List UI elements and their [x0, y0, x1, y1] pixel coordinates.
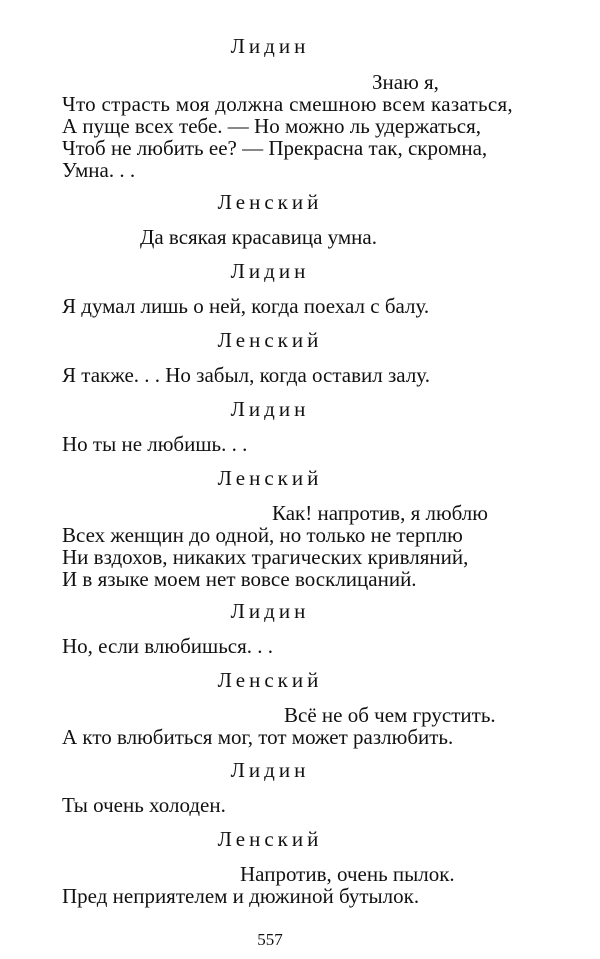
- verse-line: И в языке моем нет вовсе восклицаний.: [62, 567, 417, 591]
- verse-line: Я также. . . Но забыл, когда оставил залу.: [62, 363, 430, 387]
- verse-line: А пуще всех тебе. — Но можно ль удержаться,: [62, 114, 481, 138]
- verse-line: Знаю я,: [372, 70, 439, 94]
- verse-line: Пред неприятелем и дюжиной бутылок.: [62, 884, 420, 908]
- verse-line: Всех женщин до одной, но только не терплю: [62, 523, 463, 547]
- verse-line: А кто влюбиться мог, тот может разлюбить.: [62, 725, 454, 749]
- speaker-name: Лидин: [230, 397, 310, 421]
- verse-line: Но ты не любишь. . .: [62, 432, 248, 456]
- verse-line: Умна. . .: [62, 158, 136, 182]
- verse-line: Но, если влюбишься. . .: [62, 634, 274, 658]
- speaker-name: Ленский: [217, 328, 323, 352]
- speaker-name: Ленский: [217, 827, 323, 851]
- verse-line: Как! напротив, я люблю: [272, 501, 488, 525]
- verse-line: Всё не об чем грустить.: [284, 703, 496, 727]
- verse-line: Ни вздохов, никаких трагических кривляний,: [62, 545, 469, 569]
- verse-line: Чтоб не любить ее? — Прекрасна так, скромна,: [62, 136, 488, 160]
- speaker-name: Лидин: [230, 599, 310, 623]
- verse-line: Ты очень холоден.: [62, 793, 226, 817]
- verse-line: Да всякая красавица умна.: [140, 225, 377, 249]
- speaker-name: Лидин: [230, 259, 310, 283]
- verse-line: Я думал лишь о ней, когда поехал с балу.: [62, 294, 430, 318]
- verse-line: Что страсть моя должна смешною всем казаться,: [62, 92, 513, 116]
- speaker-name: Лидин: [230, 758, 310, 782]
- verse-line: Напротив, очень пылок.: [240, 862, 455, 886]
- speaker-name: Ленский: [217, 668, 323, 692]
- speaker-name: Лидин: [230, 34, 310, 58]
- speaker-name: Ленский: [217, 466, 323, 490]
- page-number: 557: [257, 930, 283, 949]
- speaker-name: Ленский: [217, 190, 323, 214]
